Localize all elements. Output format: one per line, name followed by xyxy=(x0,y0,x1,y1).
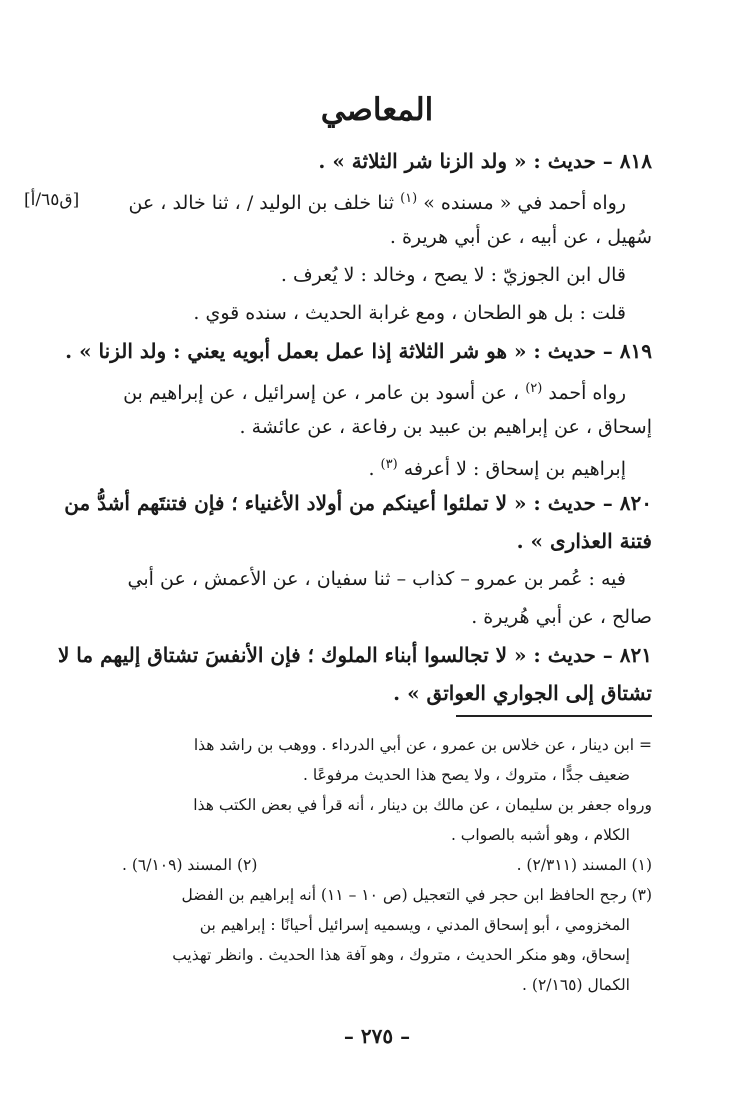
hadith-820-title-line-1: ٨٢٠ – حديث : « لا تملئوا أعينكم من أولاد الأغنياء ؛ فإن فتنتَهم أشدُّ من xyxy=(64,491,652,515)
footnote-3-line-1: (٣) رجح الحافظ ابن حجر في التعجيل (ص ١٠ – ١١) أنه إبراهيم بن الفضل xyxy=(181,886,652,904)
footnote-3-line-4: الكمال (٢/١٦٥) . xyxy=(522,976,630,994)
footnote-continuation-line-2: ضعيف جدًّا ، متروك ، ولا يصح هذا الحديث مرفوعًا . xyxy=(302,766,630,784)
hadith-818-line-2: سُهيل ، عن أبيه ، عن أبي هريرة . xyxy=(389,226,652,248)
hadith-819-line-1 xyxy=(112,370,652,408)
text-segment: . xyxy=(368,458,381,480)
text-segment: رواه أحمد في « مسنده » xyxy=(423,192,626,214)
margin-manuscript-ref: [ق٦٥/أ] xyxy=(24,190,80,210)
hadith-820-line-1: فيه : عُمر بن عمرو – كذاب – ثنا سفيان ، عن الأعمش ، عن أبي xyxy=(127,568,626,590)
footnote-3-line-3: إسحاق، وهو منكر الحديث ، متروك ، وهو آفة هذا الحديث . وانظر تهذيب xyxy=(172,946,630,964)
hadith-819-title: ٨١٩ – حديث : « هو شر الثلاثة إذا عمل بعمل أبويه يعني : ولد الزنا » . xyxy=(65,339,652,363)
hadith-818-title: ٨١٨ – حديث : « ولد الزنا شر الثلاثة » . xyxy=(318,149,652,173)
footnote-continuation-line-1: = ابن دينار ، عن خلاس بن عمرو ، عن أبي الدرداء . ووهب بن راشد هذا xyxy=(193,736,652,754)
hadith-818-line-1 xyxy=(112,180,652,218)
text-segment: ، عن أسود بن عامر ، عن إسرائيل ، عن إبراهيم بن xyxy=(123,382,526,404)
footnote-2: (٢) المسند (٦/١٠٩) . xyxy=(122,856,258,874)
hadith-820-title-line-2: فتنة العذارى » . xyxy=(516,529,652,553)
footnote-1: (١) المسند (٢/٣١١) . xyxy=(516,856,652,874)
hadith-821-title-line-2: تشتاق إلى الجواري العواتق » . xyxy=(393,681,652,705)
footnote-row-1-2 xyxy=(112,850,652,880)
footnote-3-line-2: المخزومي ، أبو إسحاق المدني ، ويسميه إسرائيل أحيانًا : إبراهيم بن xyxy=(199,916,630,934)
footnote-ref-1: (١) xyxy=(400,191,418,206)
footnotes xyxy=(112,730,652,1000)
hadith-819-line-2: إسحاق ، عن إبراهيم بن عبيد بن رفاعة ، عن عائشة . xyxy=(239,416,652,438)
hadith-818-line-4: قلت : بل هو الطحان ، ومع غرابة الحديث ، سنده قوي . xyxy=(193,302,626,324)
hadith-819-line-3 xyxy=(112,446,652,484)
text-segment: إبراهيم بن إسحاق : لا أعرفه xyxy=(403,458,626,480)
hadith-820-line-2: صالح ، عن أبي هُريرة . xyxy=(471,606,652,628)
text-segment: رواه أحمد xyxy=(548,382,626,404)
footnote-continuation-line-3: ورواه جعفر بن سليمان ، عن مالك بن دينار ، أنه قرأ في بعض الكتب هذا xyxy=(193,796,652,814)
page-number: – ٢٧٥ – xyxy=(343,1024,411,1048)
footnote-continuation-line-4: الكلام ، وهو أشبه بالصواب . xyxy=(450,826,630,844)
footnote-ref-3: (٣) xyxy=(380,457,398,472)
hadith-821-title-line-1: ٨٢١ – حديث : « لا تجالسوا أبناء الملوك ؛ فإن الأنفسَ تشتاق إليهم ما لا xyxy=(57,643,652,667)
footnote-ref-2: (٢) xyxy=(525,381,543,396)
text-segment: ثنا خلف بن الوليد / ، ثنا خالد ، عن xyxy=(128,192,401,214)
main-text xyxy=(57,142,652,712)
page-title: المعاصي xyxy=(320,92,434,128)
hadith-818-line-3: قال ابن الجوزيّ : لا يصح ، وخالد : لا يُعرف . xyxy=(280,264,626,286)
footnote-divider xyxy=(456,715,652,717)
